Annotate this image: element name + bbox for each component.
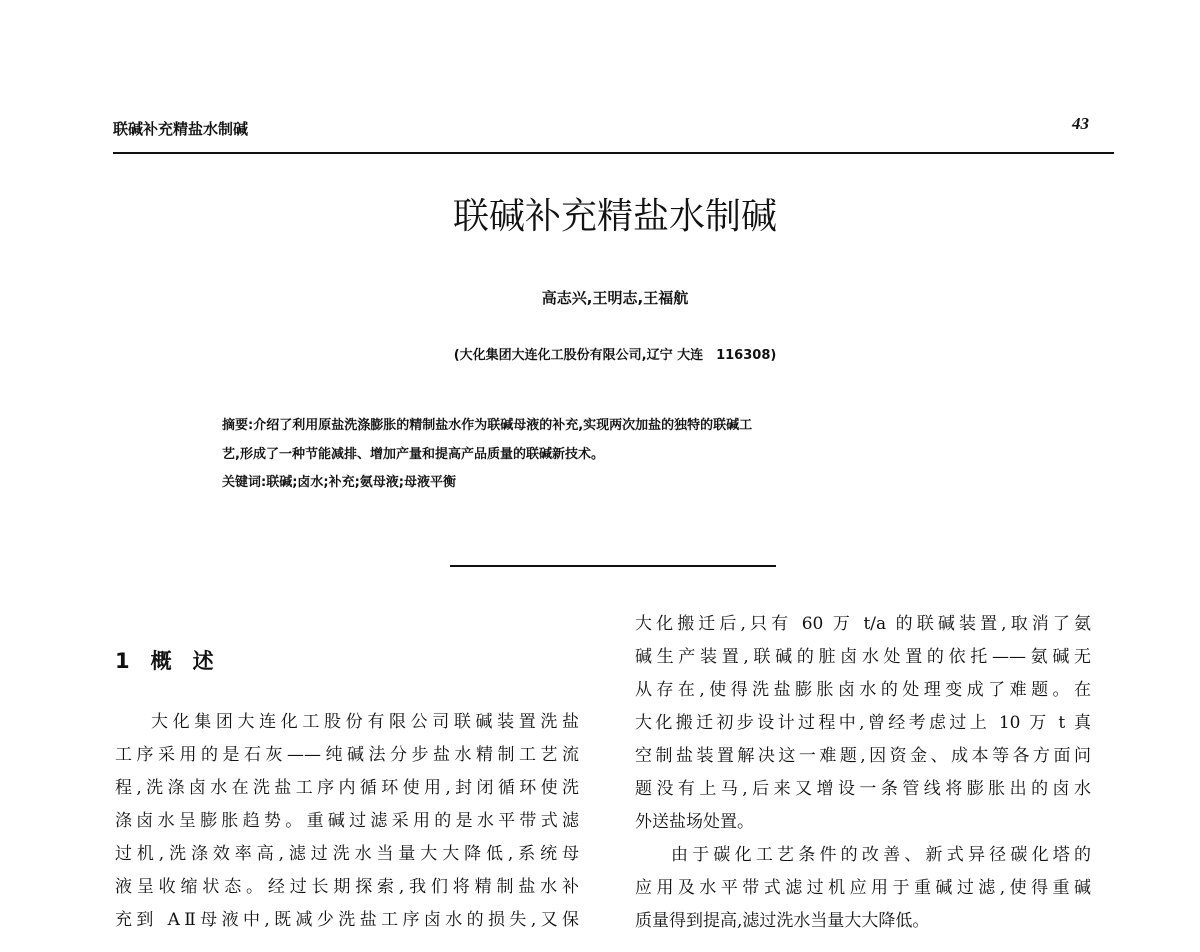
running-header-title: 联碱补充精盐水制碱 (113, 120, 249, 138)
body-line: 液呈收缩状态。经过长期探索,我们将精制盐水补 (115, 877, 579, 897)
author-affiliation: (大化集团大连化工股份有限公司,辽宁 大连 116308) (453, 348, 777, 363)
body-line: 大化搬迁后,只有 60 万 t/a 的联碱装置,取消了氨 (635, 614, 1091, 634)
body-line: 空制盐装置解决这一难题,因资金、成本等各方面问 (635, 746, 1091, 766)
body-line: 从存在,使得洗盐膨胀卤水的处理变成了难题。在 (635, 680, 1091, 700)
body-line: 大化搬迁初步设计过程中,曾经考虑过上 10 万 t 真 (635, 713, 1091, 733)
article-title: 联碱补充精盐水制碱 (452, 196, 777, 237)
body-line: 充到 AⅡ母液中,既减少洗盐工序卤水的损失,又保 (115, 910, 579, 930)
header-rule (113, 152, 1114, 154)
page-number: 43 (1072, 114, 1089, 133)
body-line: 外送盐场处置。 (635, 812, 754, 832)
body-line: 工序采用的是石灰——纯碱法分步盐水精制工艺流 (115, 745, 579, 765)
body-line: 应用及水平带式滤过机应用于重碱过滤,使得重碱 (635, 878, 1091, 898)
body-line: 大化集团大连化工股份有限公司联碱装置洗盐 (151, 712, 579, 732)
separator-rule (450, 565, 776, 567)
body-line: 由于碳化工艺条件的改善、新式异径碳化塔的 (671, 845, 1091, 865)
section-heading: 1 概 述 (115, 649, 214, 673)
right-column (635, 608, 1091, 938)
left-column (115, 706, 579, 937)
body-line: 涤卤水呈膨胀趋势。重碱过滤采用的是水平带式滤 (115, 811, 579, 831)
body-line: 程,洗涤卤水在洗盐工序内循环使用,封闭循环使洗 (115, 778, 579, 798)
body-line: 题没有上马,后来又增设一条管线将膨胀出的卤水 (635, 779, 1091, 799)
article-authors: 高志兴,王明志,王福航 (541, 289, 689, 307)
body-line: 过机,洗涤效率高,滤过洗水当量大大降低,系统母 (115, 844, 579, 864)
body-line: 碱生产装置,联碱的脏卤水处置的依托——氨碱无 (635, 647, 1091, 667)
body-line: 质量得到提高,滤过洗水当量大大降低。 (635, 911, 930, 931)
abstract-line: 艺,形成了一种节能减排、增加产量和提高产品质量的联碱新技术。 (222, 447, 604, 462)
keywords-line: 关键词:联碱;卤水;补充;氨母液;母液平衡 (222, 475, 456, 490)
abstract-line: 摘要:介绍了利用原盐洗涤膨胀的精制盐水作为联碱母液的补充,实现两次加盐的独特的联碱工 (222, 418, 753, 433)
